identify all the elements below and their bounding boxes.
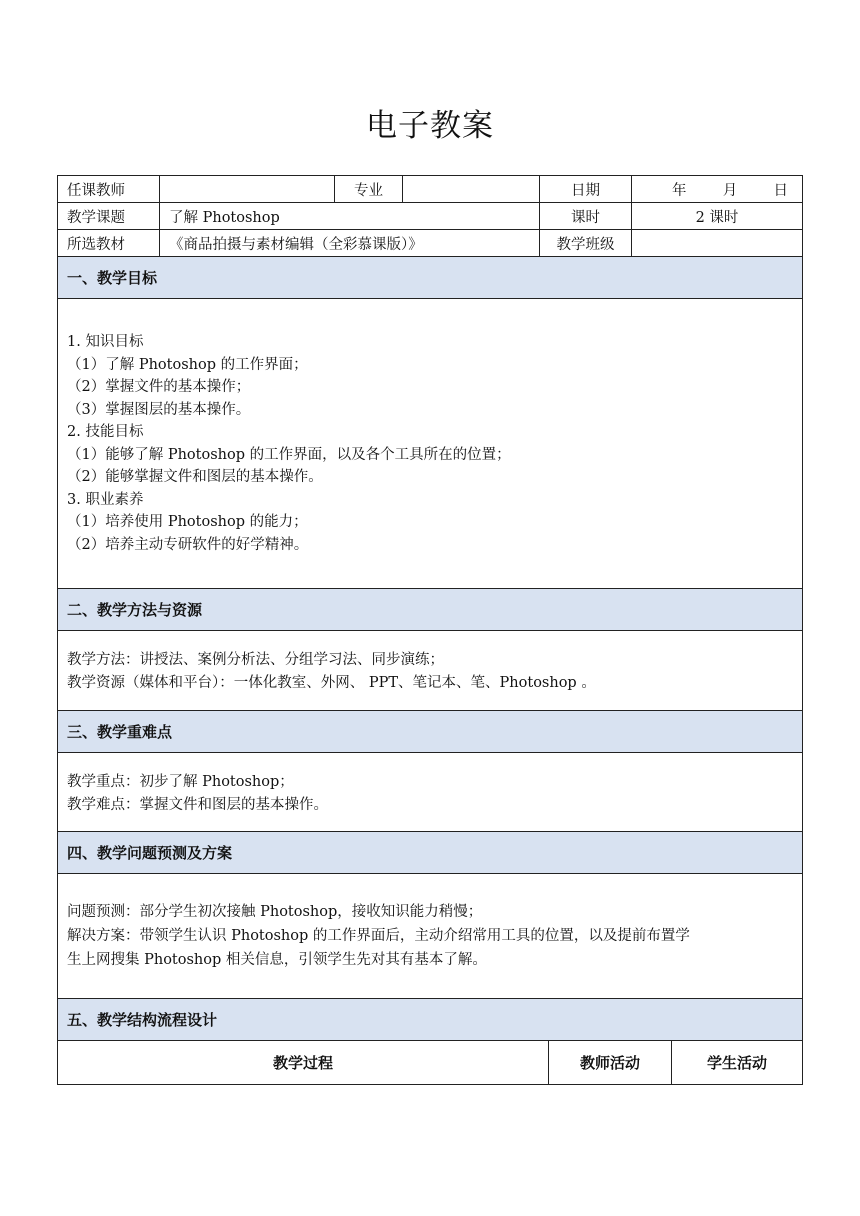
info-row-topic [57, 203, 803, 230]
info-row-textbook [57, 230, 803, 257]
section-keypoints-heading [57, 711, 803, 753]
date-value [632, 176, 802, 202]
goals-line: 2. 技能目标 [67, 424, 144, 440]
hours-value: 2 课时 [695, 209, 739, 226]
class-value [632, 230, 802, 256]
lesson-plan-table [57, 175, 803, 1085]
col-teacher-activity: 教师活动 [549, 1041, 672, 1084]
goals-line: （2）掌握文件的基本操作； [67, 379, 251, 395]
section-keypoints-title: 三、教学重难点 [67, 723, 173, 741]
problems-line: 生上网搜集 Photoshop 相关信息，引领学生先对其有基本了解。 [67, 952, 487, 968]
topic-value: 了解 Photoshop [160, 203, 540, 229]
section-flow-title: 五、教学结构流程设计 [67, 1011, 218, 1029]
textbook-label: 所选教材 [58, 230, 160, 256]
problems-line: 解决方案：带领学生认识 Photoshop 的工作界面后，主动介绍常用工具的位置，以及提前布置学 [67, 928, 690, 944]
section-methods-title: 二、教学方法与资源 [67, 601, 203, 619]
flow-header-row [57, 1041, 803, 1085]
section-problems-title: 四、教学问题预测及方案 [67, 844, 233, 862]
methods-line: 教学资源（媒体和平台）：一体化教室、外网、 PPT、笔记本、笔、Photoshop 。 [67, 674, 596, 691]
col-process: 教学过程 [58, 1041, 549, 1084]
info-row-teacher [57, 175, 803, 203]
teacher-value [160, 176, 335, 202]
goals-line: （1）能够了解 Photoshop 的工作界面，以及各个工具所在的位置； [67, 446, 511, 463]
col-student-activity: 学生活动 [706, 1054, 767, 1072]
topic-label: 教学课题 [58, 203, 160, 229]
goals-line: （2）培养主动专研软件的好学精神。 [67, 536, 309, 553]
section-methods-heading [57, 589, 803, 631]
major-label: 专业 [335, 176, 403, 202]
methods-line: 教学方法：讲授法、案例分析法、分组学习法、同步演练； [67, 652, 444, 668]
keypoints-line: 教学难点：掌握文件和图层的基本操作。 [67, 796, 328, 813]
section-methods-body [57, 631, 803, 711]
date-label: 日期 [540, 176, 632, 202]
textbook-value: 《商品拍摄与素材编辑（全彩慕课版）》 [160, 230, 540, 256]
goals-line: （3）掌握图层的基本操作。 [67, 401, 251, 418]
major-value [403, 176, 540, 202]
date-month: 月 [722, 182, 738, 199]
section-keypoints-body [57, 753, 803, 832]
page-title: 电子教案 [366, 108, 494, 144]
section-goals-title: 一、教学目标 [67, 269, 158, 287]
goals-line: （1）培养使用 Photoshop 的能力； [67, 514, 308, 530]
goals-line: （1）了解 Photoshop 的工作界面； [67, 356, 308, 373]
goals-line: 3. 职业素养 [67, 491, 144, 508]
date-day: 日 [773, 182, 788, 199]
goals-line: （2）能够掌握文件和图层的基本操作。 [67, 469, 323, 485]
keypoints-line: 教学重点：初步了解 Photoshop； [67, 774, 294, 790]
problems-line: 问题预测：部分学生初次接触 Photoshop，接收知识能力稍慢； [67, 904, 483, 920]
date-year: 年 [672, 182, 687, 199]
section-goals-body [57, 299, 803, 589]
class-label: 教学班级 [540, 230, 632, 256]
hours-label: 课时 [540, 203, 632, 229]
teacher-label: 任课教师 [58, 176, 160, 202]
section-problems-heading [57, 832, 803, 874]
section-problems-body [57, 874, 803, 999]
section-goals-heading [57, 257, 803, 299]
section-flow-heading [57, 999, 803, 1041]
goals-line: 1. 知识目标 [67, 334, 144, 350]
